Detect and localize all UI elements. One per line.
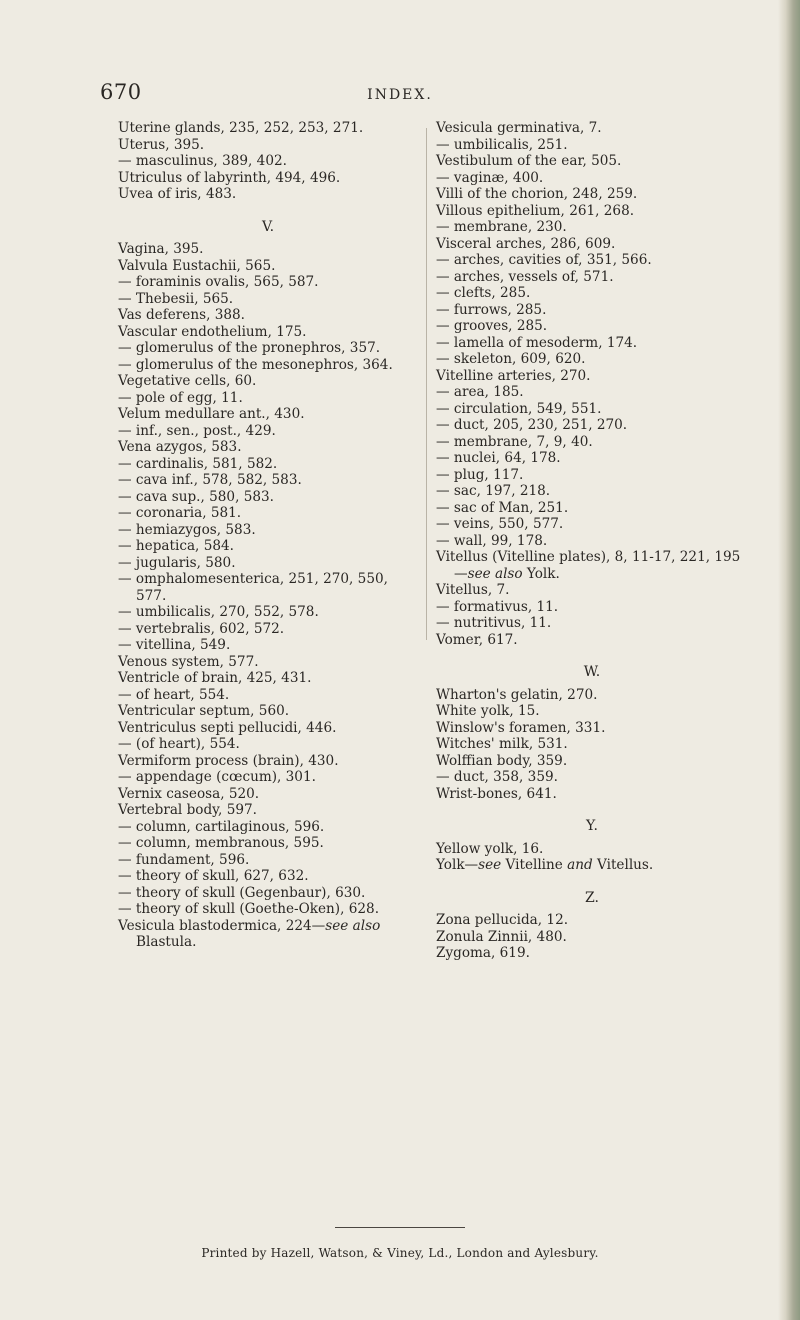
entry-text: Vesicula germinativa, 7. (436, 120, 602, 136)
index-entry (436, 786, 748, 803)
entry-text: — appendage (cœcum), 301. (118, 769, 316, 785)
entry-text: — furrows, 285. (436, 301, 547, 318)
entry-text: — sac of Man, 251. (436, 499, 569, 516)
entry-text: White yolk, 15. (436, 703, 540, 719)
entry-text: — omphalomesenterica, 251, 270, 550, 577. (118, 571, 388, 604)
running-head: INDEX. (367, 87, 433, 103)
index-entry (118, 868, 418, 885)
index-entry (436, 516, 748, 533)
index-entry (436, 841, 748, 858)
index-entry (118, 637, 418, 654)
entry-text: Yolk— (436, 857, 479, 873)
entry-text: — (of heart), 554. (118, 736, 240, 752)
entry-text: Vitellus. (592, 857, 654, 873)
entry-text: Zonula Zinnii, 480. (436, 928, 567, 945)
index-entry (436, 533, 748, 550)
entry-text: — formativus, 11. (436, 598, 559, 615)
entry-text: — arches, vessels of, 571. (436, 268, 614, 285)
entry-text: Vena azygos, 583. (118, 439, 242, 455)
index-entry (118, 340, 418, 357)
index-column-right (436, 120, 748, 962)
index-entry (436, 736, 748, 753)
index-entry (118, 819, 418, 836)
entry-text: Wrist-bones, 641. (436, 785, 557, 802)
index-entry (436, 252, 748, 269)
entry-text: Blastula. (136, 934, 197, 950)
entry-text: Witches' milk, 531. (436, 736, 568, 752)
entry-text: Vitelline arteries, 270. (436, 367, 591, 384)
index-entry (118, 687, 418, 704)
index-entry (118, 885, 418, 902)
entry-text: — of heart, 554. (118, 686, 230, 703)
index-entry (436, 153, 748, 170)
index-entry (118, 439, 418, 456)
index-entry (436, 753, 748, 770)
index-entry (118, 406, 418, 423)
entry-text: Vas deferens, 388. (118, 307, 245, 323)
entry-text: Vernix caseosa, 520. (118, 785, 260, 802)
index-entry (436, 368, 748, 385)
entry-text: — cava inf., 578, 582, 583. (118, 472, 302, 488)
entry-text: Ventricular septum, 560. (118, 703, 290, 719)
section-letter: Z. (585, 889, 599, 906)
index-entry (436, 582, 748, 599)
entry-text: Wharton's gelatin, 270. (436, 686, 598, 703)
entry-text: Ventriculus septi pellucidi, 446. (118, 719, 337, 736)
section-letter: W. (583, 664, 601, 680)
index-entry (118, 472, 418, 489)
index-entry (118, 621, 418, 638)
entry-text: Velum medullare ant., 430. (118, 406, 305, 422)
index-entry (436, 450, 748, 467)
index-entry (118, 555, 418, 572)
index-entry (436, 912, 748, 929)
entry-text: — skeleton, 609, 620. (436, 351, 586, 367)
index-entry (436, 687, 748, 704)
entry-text: — veins, 550, 577. (436, 516, 564, 532)
entry-text: Vitellus, 7. (436, 582, 510, 598)
index-entry (118, 736, 418, 753)
index-entry (118, 522, 418, 539)
index-entry (436, 549, 748, 582)
entry-text: Valvula Eustachii, 565. (118, 257, 276, 274)
entry-text: — column, cartilaginous, 596. (118, 818, 325, 835)
entry-text: Zygoma, 619. (436, 945, 530, 961)
index-entry (118, 423, 418, 440)
page-edge (778, 0, 800, 1320)
index-entry (118, 307, 418, 324)
column-divider (426, 128, 427, 640)
entry-text: Winslow's foramen, 331. (436, 719, 606, 736)
entry-text: — masculinus, 389, 402. (118, 153, 287, 169)
index-entry (436, 236, 748, 253)
entry-text: Uvea of iris, 483. (118, 186, 237, 202)
index-entry (118, 720, 418, 737)
index-entry (118, 120, 418, 137)
index-entry (436, 318, 748, 335)
entry-text: Vesicula blastodermica, 224— (118, 917, 326, 934)
index-entry (118, 769, 418, 786)
index-entry (118, 835, 418, 852)
index-column-left (118, 120, 418, 951)
index-entry (436, 384, 748, 401)
entry-text: Wolffian body, 359. (436, 752, 568, 769)
entry-text: Utriculus of labyrinth, 494, 496. (118, 169, 341, 186)
entry-text: — lamella of mesoderm, 174. (436, 334, 638, 351)
index-entry (436, 401, 748, 418)
entry-text: Uterine glands, 235, 252, 253, 271. (118, 120, 364, 136)
entry-text: — cava sup., 580, 583. (118, 488, 274, 505)
index-entry (118, 505, 418, 522)
index-entry (118, 291, 418, 308)
index-entry (436, 483, 748, 500)
entry-text: Vitellus (Vitelline plates), 8, 11-17, 221, 195— (436, 549, 741, 582)
entry-text: Vagina, 395. (118, 241, 204, 257)
entry-text: — circulation, 549, 551. (436, 400, 602, 417)
index-entry (436, 170, 748, 187)
entry-text: Vertebral body, 597. (118, 802, 257, 818)
index-entry (118, 170, 418, 187)
entry-text: — theory of skull, 627, 632. (118, 868, 309, 884)
index-entry (118, 489, 418, 506)
entry-italic: see also (467, 565, 523, 582)
entry-text: — wall, 99, 178. (436, 532, 548, 549)
index-entry (436, 945, 748, 962)
index-entry (118, 753, 418, 770)
imprint-rule (335, 1227, 465, 1228)
printer-imprint: Printed by Hazell, Watson, & Viney, Ld., London and Aylesbury. (201, 1246, 599, 1260)
index-entry (436, 857, 748, 874)
index-entry (436, 615, 748, 632)
entry-text: — vaginæ, 400. (436, 169, 544, 186)
entry-text: Villi of the chorion, 248, 259. (436, 186, 638, 202)
index-entry (118, 258, 418, 275)
index-entry (118, 241, 418, 258)
section-letter: Y. (586, 818, 598, 834)
entry-text: — vertebralis, 602, 572. (118, 620, 285, 637)
entry-text: — arches, cavities of, 351, 566. (436, 252, 652, 268)
index-entry (118, 918, 418, 951)
entry-text: — cardinalis, 581, 582. (118, 455, 278, 472)
entry-text: — Thebesii, 565. (118, 290, 234, 307)
entry-text: — membrane, 7, 9, 40. (436, 433, 593, 450)
index-entry (118, 137, 418, 154)
entry-text: — pole of egg, 11. (118, 389, 243, 406)
entry-text: Vitelline (501, 857, 568, 873)
entry-text: Vermiform process (brain), 430. (118, 752, 339, 769)
entry-text: — foraminis ovalis, 565, 587. (118, 274, 319, 290)
index-entry (118, 357, 418, 374)
index-entry (118, 456, 418, 473)
entry-text: — vitellina, 549. (118, 637, 231, 653)
entry-text: Vascular endothelium, 175. (118, 323, 307, 340)
entry-text: — glomerulus of the pronephros, 357. (118, 340, 381, 356)
entry-text: — nutritivus, 11. (436, 615, 552, 631)
index-entry (118, 186, 418, 203)
index-entry (118, 153, 418, 170)
entry-text: Vestibulum of the ear, 505. (436, 153, 622, 169)
index-entry (118, 324, 418, 341)
index-entry (118, 373, 418, 390)
index-entry (436, 335, 748, 352)
index-entry (436, 434, 748, 451)
index-entry (436, 500, 748, 517)
entry-text: — clefts, 285. (436, 285, 531, 301)
index-entry (118, 901, 418, 918)
entry-text: — jugularis, 580. (118, 554, 236, 571)
index-entry (118, 571, 418, 604)
index-entry (118, 604, 418, 621)
index-entry (436, 929, 748, 946)
index-entry (436, 351, 748, 368)
entry-text: — sac, 197, 218. (436, 483, 551, 499)
index-entry (436, 720, 748, 737)
index-entry (118, 786, 418, 803)
entry-text: Ventricle of brain, 425, 431. (118, 670, 312, 686)
entry-text: — hepatica, 584. (118, 538, 234, 554)
entry-text: Uterus, 395. (118, 136, 205, 153)
entry-text: — grooves, 285. (436, 318, 548, 334)
index-entry (436, 203, 748, 220)
entry-text: — glomerulus of the mesonephros, 364. (118, 356, 393, 373)
entry-italic: see also (325, 917, 381, 934)
index-entry (118, 538, 418, 555)
index-entry (436, 703, 748, 720)
index-entry (118, 670, 418, 687)
index-entry (118, 703, 418, 720)
index-entry (118, 802, 418, 819)
entry-text: Venous system, 577. (118, 653, 259, 670)
entry-text: Zona pellucida, 12. (436, 912, 569, 928)
index-entry (436, 417, 748, 434)
entry-text: — fundament, 596. (118, 851, 250, 868)
index-entry (436, 467, 748, 484)
entry-text: — column, membranous, 595. (118, 835, 324, 851)
index-entry (118, 852, 418, 869)
index-entry (436, 632, 748, 649)
entry-text: Villous epithelium, 261, 268. (436, 202, 635, 219)
entry-text: — nuclei, 64, 178. (436, 450, 561, 466)
entry-text: Vegetative cells, 60. (118, 373, 257, 389)
index-entry (436, 599, 748, 616)
entry-text: — membrane, 230. (436, 219, 567, 235)
entry-text: — umbilicalis, 270, 552, 578. (118, 604, 319, 620)
entry-text: — hemiazygos, 583. (118, 521, 256, 538)
entry-text: Yolk. (522, 565, 560, 582)
entry-italic: see (478, 857, 502, 873)
index-entry (436, 269, 748, 286)
page-number: 670 (100, 80, 142, 104)
index-entry (436, 120, 748, 137)
section-letter: V. (261, 218, 275, 235)
entry-text: — duct, 358, 359. (436, 769, 558, 785)
entry-text: — duct, 205, 230, 251, 270. (436, 417, 628, 433)
index-entry (436, 137, 748, 154)
entry-text: — area, 185. (436, 384, 524, 400)
index-entry (436, 769, 748, 786)
entry-text: — coronaria, 581. (118, 505, 242, 521)
entry-text: Vomer, 617. (436, 631, 518, 648)
index-entry (436, 302, 748, 319)
entry-text: — umbilicalis, 251. (436, 136, 568, 153)
entry-text: — theory of skull (Goethe-Oken), 628. (118, 901, 380, 917)
entry-text: — theory of skull (Gegenbaur), 630. (118, 884, 366, 901)
entry-text: — plug, 117. (436, 466, 524, 483)
entry-text: — inf., sen., post., 429. (118, 422, 276, 439)
entry-text: Visceral arches, 286, 609. (436, 235, 616, 252)
entry-italic: and (567, 857, 593, 873)
index-entry (118, 390, 418, 407)
index-entry (118, 654, 418, 671)
index-entry (118, 274, 418, 291)
index-entry (436, 219, 748, 236)
entry-text: Yellow yolk, 16. (436, 840, 544, 857)
index-entry (436, 186, 748, 203)
index-entry (436, 285, 748, 302)
